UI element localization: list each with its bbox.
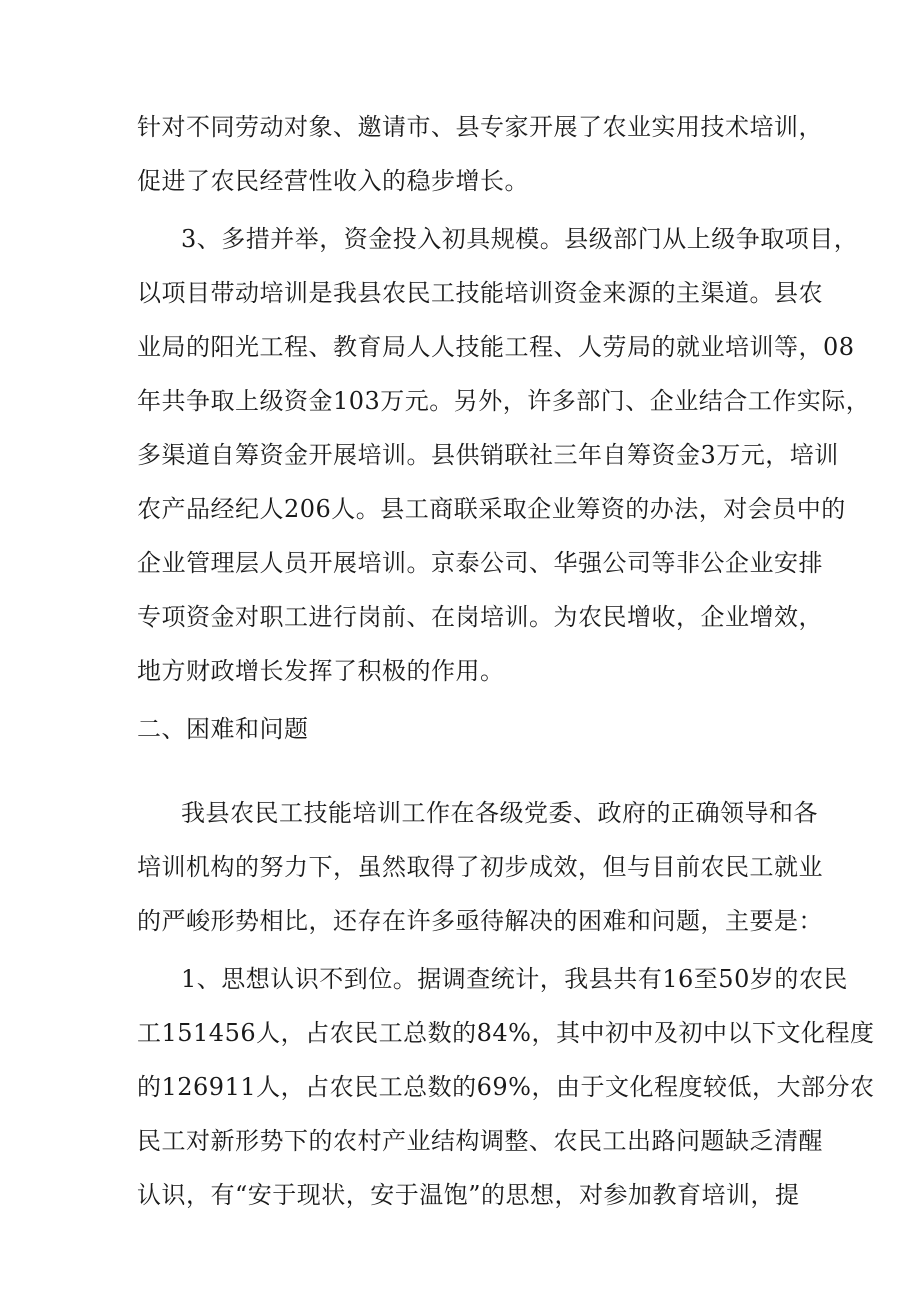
text-line: 民工对新形势下的农村产业结构调整、农民工出路问题缺乏清醒	[137, 1127, 823, 1155]
text-line: 3、多措并举，资金投入初具规模。县级部门从上级争取项目，	[181, 225, 859, 253]
text-line: 以项目带动培训是我县农民工技能培训资金来源的主渠道。县农	[137, 279, 823, 307]
paragraph-funding	[137, 212, 871, 698]
section-heading	[137, 702, 799, 756]
text-line: 多渠道自筹资金开展培训。县供销联社三年自筹资金3万元，培训	[137, 441, 839, 469]
text-line: 业局的阳光工程、教育局人人技能工程、人劳局的就业培训等，08	[137, 333, 855, 361]
text-line: 年共争取上级资金103万元。另外，许多部门、企业结合工作实际，	[137, 387, 871, 415]
paragraph-training-summary	[137, 100, 823, 208]
text-line: 农产品经纪人206人。县工商联采取企业筹资的办法，对会员中的	[137, 495, 846, 523]
text-line: 促进了农民经营性收入的稳步增长。	[137, 167, 529, 195]
text-line: 培训机构的努力下，虽然取得了初步成效，但与目前农民工就业	[137, 853, 823, 881]
text-line: 1、思想认识不到位。据调查统计，我县共有16至50岁的农民	[181, 965, 848, 993]
text-line: 的126911人，占农民工总数的69%，由于文化程度较低，大部分农	[137, 1073, 875, 1101]
text-line: 工151456人，占农民工总数的84%，其中初中及初中以下文化程度	[137, 1019, 875, 1047]
text-line: 针对不同劳动对象、邀请市、县专家开展了农业实用技术培训，	[137, 113, 823, 141]
section-heading-text: 二、困难和问题	[137, 715, 309, 743]
text-line: 的严峻形势相比，还存在许多亟待解决的困难和问题，主要是：	[137, 907, 823, 935]
text-line: 认识，有“安于现状，安于温饱”的思想，对参加教育培训，提	[137, 1181, 800, 1209]
paragraph-difficulties-intro	[137, 786, 823, 948]
text-line: 我县农民工技能培训工作在各级党委、政府的正确领导和各	[181, 799, 818, 827]
text-line: 地方财政增长发挥了积极的作用。	[137, 657, 505, 685]
paragraph-awareness	[137, 952, 875, 1222]
text-line: 专项资金对职工进行岗前、在岗培训。为农民增收，企业增效，	[137, 603, 823, 631]
text-line: 企业管理层人员开展培训。京泰公司、华强公司等非公企业安排	[137, 549, 823, 577]
